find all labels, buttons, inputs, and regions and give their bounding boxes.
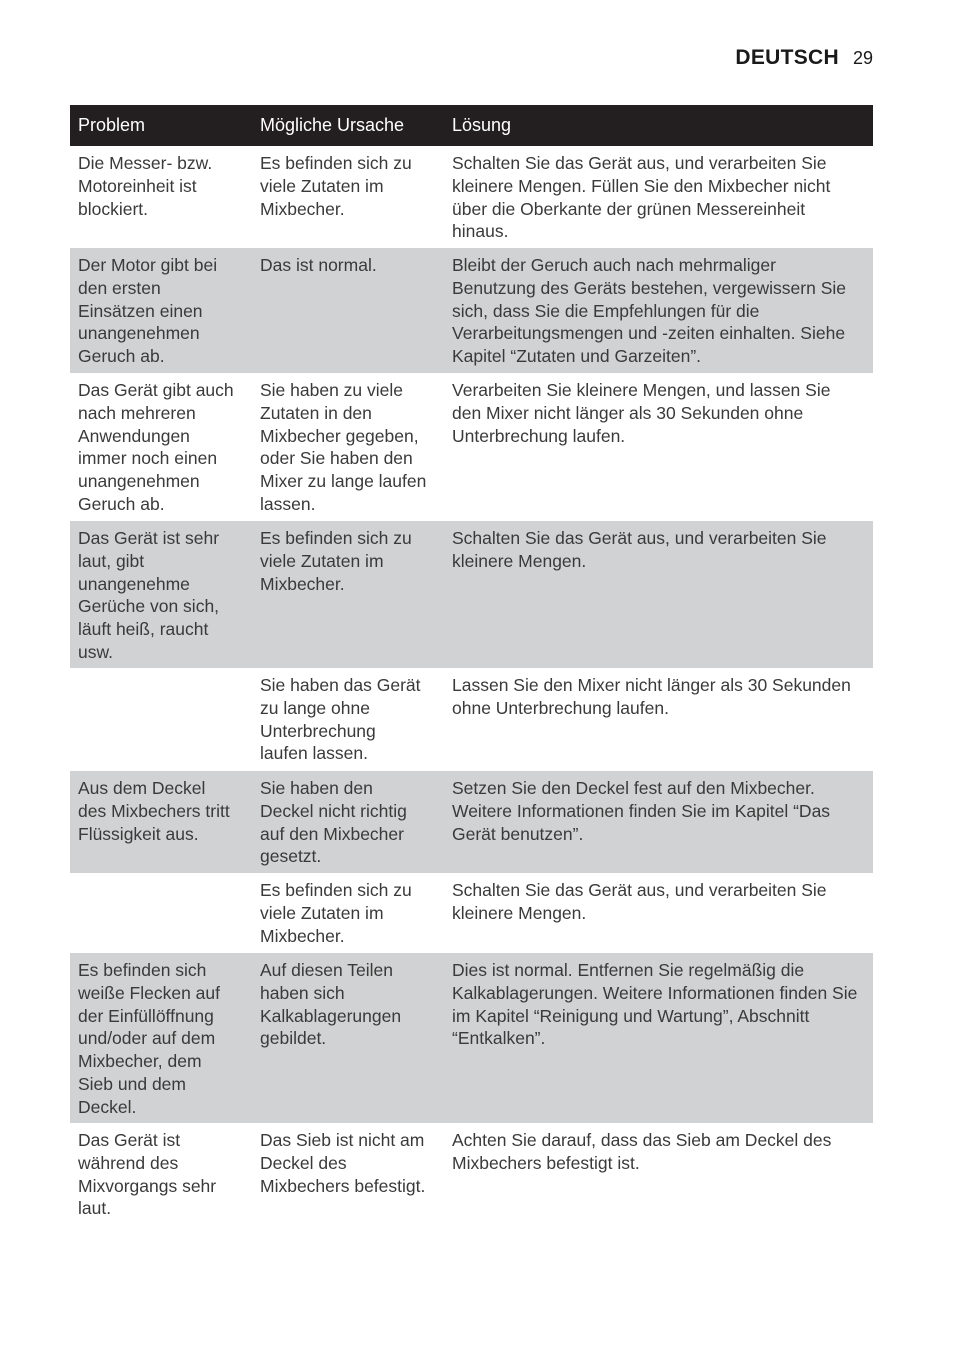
table-row xyxy=(70,373,873,521)
table-header xyxy=(70,105,873,146)
table-row xyxy=(70,668,873,771)
solution-cell: Verarbeiten Sie kleinere Mengen, und lassen Sie den Mixer nicht länger als 30 Sekunden ohne Unterbrechung laufen. xyxy=(452,380,831,446)
problem-cell: Das Gerät ist während des Mixvorgangs sehr laut. xyxy=(78,1130,217,1219)
cause-cell: Es befinden sich zu viele Zutaten im Mixbecher. xyxy=(260,880,412,946)
cause-cell: Das Sieb ist nicht am Deckel des Mixbechers befestigt. xyxy=(260,1130,426,1196)
solution-cell: Schalten Sie das Gerät aus, und verarbeiten Sie kleinere Mengen. Füllen Sie den Mixbecher nicht über die Oberkante der grünen Messereinheit hinaus. xyxy=(452,153,831,242)
problem-cell: Der Motor gibt bei den ersten Einsätzen einen unangenehmen Geruch ab. xyxy=(78,255,218,367)
solution-cell: Dies ist normal. Entfernen Sie regelmäßig die Kalkablagerungen. Weitere Informationen finden Sie im Kapitel “Reinigung und Wartung”, Abschnitt “Entkalken”. xyxy=(452,960,858,1049)
table-row xyxy=(70,771,873,873)
cause-cell: Das ist normal. xyxy=(260,255,377,275)
problem-cell: Aus dem Deckel des Mixbechers tritt Flüssigkeit aus. xyxy=(78,778,230,844)
cause-cell: Auf diesen Teilen haben sich Kalkablagerungen gebildet. xyxy=(260,960,402,1049)
solution-cell: Lassen Sie den Mixer nicht länger als 30 Sekunden ohne Unterbrechung laufen. xyxy=(452,675,851,718)
page-header xyxy=(735,46,873,70)
solution-cell: Setzen Sie den Deckel fest auf den Mixbecher. Weitere Informationen finden Sie im Kapitel “Das Gerät benutzen”. xyxy=(452,778,831,844)
solution-cell: Schalten Sie das Gerät aus, und verarbeiten Sie kleinere Mengen. xyxy=(452,528,827,571)
troubleshooting-table xyxy=(70,105,873,1225)
solution-cell: Achten Sie darauf, dass das Sieb am Deckel des Mixbechers befestigt ist. xyxy=(452,1130,832,1173)
cause-cell: Es befinden sich zu viele Zutaten im Mixbecher. xyxy=(260,528,412,594)
page-number: 29 xyxy=(852,48,873,68)
cause-cell: Sie haben das Gerät zu lange ohne Unterbrechung laufen lassen. xyxy=(260,675,421,764)
problem-cell: Die Messer- bzw. Motoreinheit ist blockiert. xyxy=(78,153,213,219)
table-row xyxy=(70,248,873,373)
cause-cell: Sie haben den Deckel nicht richtig auf den Mixbecher gesetzt. xyxy=(260,778,407,867)
table-row xyxy=(70,521,873,668)
table-row xyxy=(70,953,873,1123)
column-header-problem: Problem xyxy=(78,115,146,135)
column-header-cause: Mögliche Ursache xyxy=(260,115,405,135)
table-row xyxy=(70,1123,873,1225)
problem-cell: Das Gerät gibt auch nach mehreren Anwendungen immer noch einen unangenehmen Geruch ab. xyxy=(78,380,234,514)
problem-cell xyxy=(70,668,252,771)
table-row xyxy=(70,146,873,248)
cause-cell: Es befinden sich zu viele Zutaten im Mixbecher. xyxy=(260,153,412,219)
cause-cell: Sie haben zu viele Zutaten in den Mixbecher gegeben, oder Sie haben den Mixer zu lange laufen lassen. xyxy=(260,380,427,514)
problem-cell xyxy=(70,873,252,953)
problem-cell: Es befinden sich weiße Flecken auf der Einfüllöffnung und/oder auf dem Mixbecher, dem Sieb und dem Deckel. xyxy=(78,960,221,1117)
language-label: DEUTSCH xyxy=(735,46,839,69)
column-header-solution: Lösung xyxy=(452,115,512,135)
problem-cell: Das Gerät ist sehr laut, gibt unangenehme Gerüche von sich, läuft heiß, raucht usw. xyxy=(78,528,220,662)
solution-cell: Schalten Sie das Gerät aus, und verarbeiten Sie kleinere Mengen. xyxy=(452,880,827,923)
table-row xyxy=(70,873,873,953)
solution-cell: Bleibt der Geruch auch nach mehrmaliger Benutzung des Geräts bestehen, vergewissern Sie sich, dass Sie die Empfehlungen für die Verarbeitungsmengen und -zeiten einhalten. Siehe Kapitel “Zutaten und Garzeiten”. xyxy=(452,255,846,367)
